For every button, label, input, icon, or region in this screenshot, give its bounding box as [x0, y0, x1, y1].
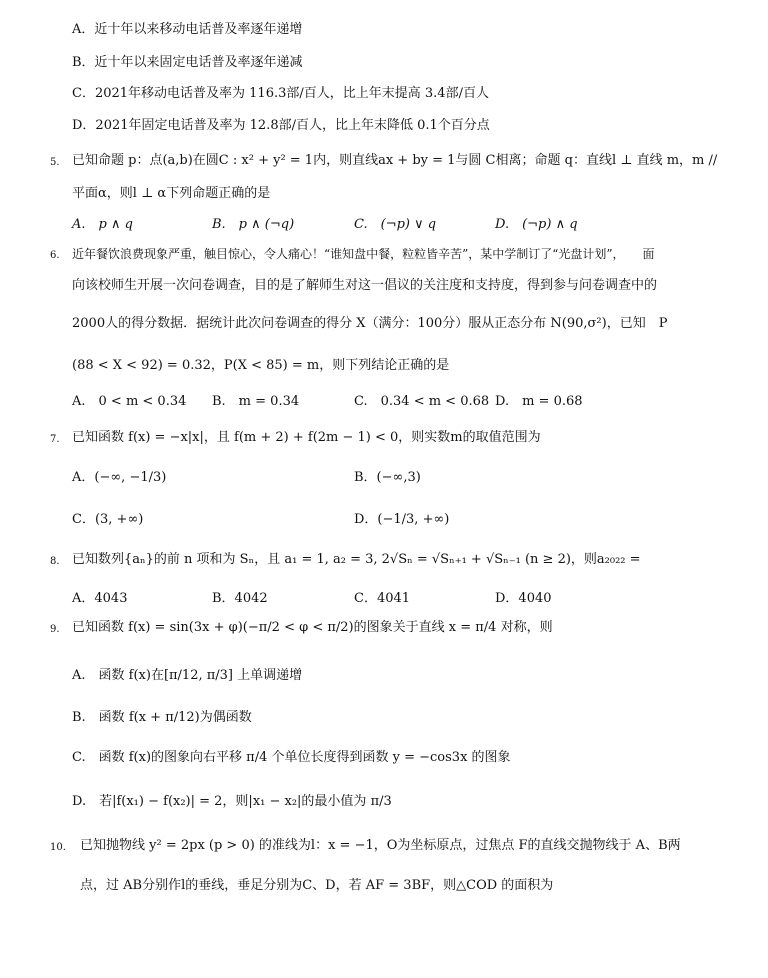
question-5-option-b: B. p ∧ (¬q) [212, 217, 295, 232]
question-9-option-d: D. 若|f(x₁) − f(x₂)| = 2，则|x₁ − x₂|的最小值为 π/3 [72, 794, 392, 809]
question-9-option-a: A. 函数 f(x)在[π/12, π/3] 上单调递增 [72, 668, 303, 683]
question-6-option-d: D. m = 0.68 [495, 394, 583, 409]
question-8-line-1: 已知数列{aₙ}的前 n 项和为 Sₙ，且 a₁ = 1, a₂ = 3, 2√Sₙ = √Sₙ₊₁ + √Sₙ₋₁ (n ≥ 2)，则a₂₀₂₂ = [72, 552, 641, 567]
question-8-number: 8. [50, 556, 60, 567]
prev-option-c: C．2021年移动电话普及率为 116.3部/百人，比上年末提高 3.4部/百人 [72, 86, 489, 101]
prev-option-d: D．2021年固定电话普及率为 12.8部/百人，比上年末降低 0.1个百分点 [72, 118, 490, 133]
question-10-line-1: 已知抛物线 y² = 2px (p > 0) 的准线为l：x = −1，O为坐标原点，过焦点 F的直线交抛物线于 A、B两 [80, 838, 681, 853]
question-6-option-b: B. m = 0.34 [212, 394, 300, 409]
question-6-line-3: 2000人的得分数据．据统计此次问卷调查的得分 X（满分：100分）服从正态分布 N(90,σ²)，已知 P [72, 316, 668, 331]
question-6-number: 6. [50, 250, 60, 261]
question-8-option-c: C．4041 [354, 591, 411, 606]
question-8-option-a: A．4043 [72, 591, 128, 606]
question-5-option-d: D. (¬p) ∧ q [495, 217, 578, 232]
question-8-option-d: D．4040 [495, 591, 552, 606]
question-6-option-c: C. 0.34 < m < 0.68 [354, 394, 490, 409]
question-6-option-a: A. 0 < m < 0.34 [72, 394, 187, 409]
question-9-line-1: 已知函数 f(x) = sin(3x + φ)(−π/2 < φ < π/2)的图象关于直线 x = π/4 对称，则 [72, 620, 553, 635]
question-7-option-c: C．(3, +∞) [72, 512, 144, 527]
question-9-number: 9. [50, 624, 60, 635]
question-5-number: 5. [50, 157, 60, 168]
question-5-line-1: 已知命题 p：点(a,b)在圆C : x² + y² = 1内，则直线ax + by = 1与圆 C相离；命题 q：直线l ⊥ 直线 m，m // [72, 153, 718, 168]
question-7-option-b: B．(−∞,3) [354, 470, 421, 485]
question-7-line-1: 已知函数 f(x) = −x|x|，且 f(m + 2) + f(2m − 1) < 0，则实数m的取值范围为 [72, 430, 541, 445]
prev-option-a: A．近十年以来移动电话普及率逐年递增 [72, 22, 303, 37]
question-6-line-1: 近年餐饮浪费现象严重，触目惊心，令人痛心！“谁知盘中餐，粒粒皆辛苦”，某中学制订了“光盘计划”， 面 [72, 247, 655, 261]
question-5-option-a: A. p ∧ q [72, 217, 133, 232]
question-10-number: 10. [50, 842, 66, 853]
question-10-line-2: 点，过 AB分别作l的垂线，垂足分别为C、D，若 AF = 3BF，则△COD 的面积为 [80, 878, 554, 893]
question-9-option-b: B. 函数 f(x + π/12)为偶函数 [72, 710, 252, 725]
question-6-line-2: 向该校师生开展一次问卷调查，目的是了解师生对这一倡议的关注度和支持度，得到参与问卷调查中的 [72, 278, 658, 293]
question-7-option-d: D．(−1/3, +∞) [354, 512, 450, 527]
question-9-option-c: C. 函数 f(x)的图象向右平移 π/4 个单位长度得到函数 y = −cos3x 的图象 [72, 750, 511, 765]
prev-option-b: B．近十年以来固定电话普及率逐年递减 [72, 55, 303, 70]
question-5-option-c: C. (¬p) ∨ q [354, 217, 437, 232]
question-8-option-b: B．4042 [212, 591, 268, 606]
question-6-line-4: (88 < X < 92) = 0.32，P(X < 85) = m，则下列结论正确的是 [72, 358, 450, 373]
question-7-number: 7. [50, 434, 60, 445]
question-5-line-2: 平面α，则l ⊥ α下列命题正确的是 [72, 186, 271, 201]
question-7-option-a: A．(−∞, −1/3) [72, 470, 167, 485]
